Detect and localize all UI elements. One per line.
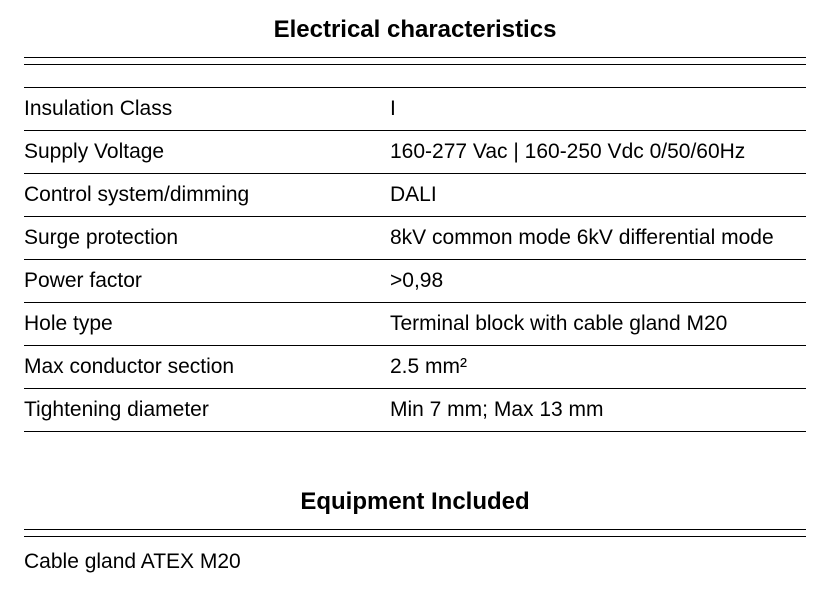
table-row <box>24 174 806 217</box>
table-row <box>24 303 806 346</box>
spec-sheet <box>24 0 806 576</box>
row-label: Supply Voltage <box>24 140 165 163</box>
row-value: Terminal block with cable gland M20 <box>390 312 728 335</box>
row-label: Max conductor section <box>24 355 235 378</box>
table-row <box>24 131 806 174</box>
row-value: 160-277 Vac | 160-250 Vdc 0/50/60Hz <box>390 140 746 163</box>
row-label: Insulation Class <box>24 97 173 120</box>
table-row <box>24 217 806 260</box>
table-row <box>24 389 806 432</box>
row-value: DALI <box>390 183 437 206</box>
title-divider <box>24 529 806 537</box>
row-value: 8kV common mode 6kV differential mode <box>390 226 774 249</box>
equipment-included-title: Equipment Included <box>300 488 530 515</box>
electrical-characteristics-title: Electrical characteristics <box>273 16 557 43</box>
title-divider <box>24 57 806 65</box>
row-label: Tightening diameter <box>24 398 209 421</box>
row-value: Min 7 mm; Max 13 mm <box>390 398 604 421</box>
table-row <box>24 346 806 389</box>
row-label: Power factor <box>24 269 142 292</box>
equipment-item: Cable gland ATEX M20 <box>24 550 241 573</box>
table-row <box>24 88 806 131</box>
row-value: 2.5 mm² <box>390 355 468 378</box>
row-value: >0,98 <box>390 269 444 292</box>
row-label: Control system/dimming <box>24 183 250 206</box>
table-row <box>24 260 806 303</box>
row-label: Surge protection <box>24 226 179 249</box>
row-value: I <box>390 97 396 120</box>
electrical-table <box>24 87 806 432</box>
row-label: Hole type <box>24 312 113 335</box>
